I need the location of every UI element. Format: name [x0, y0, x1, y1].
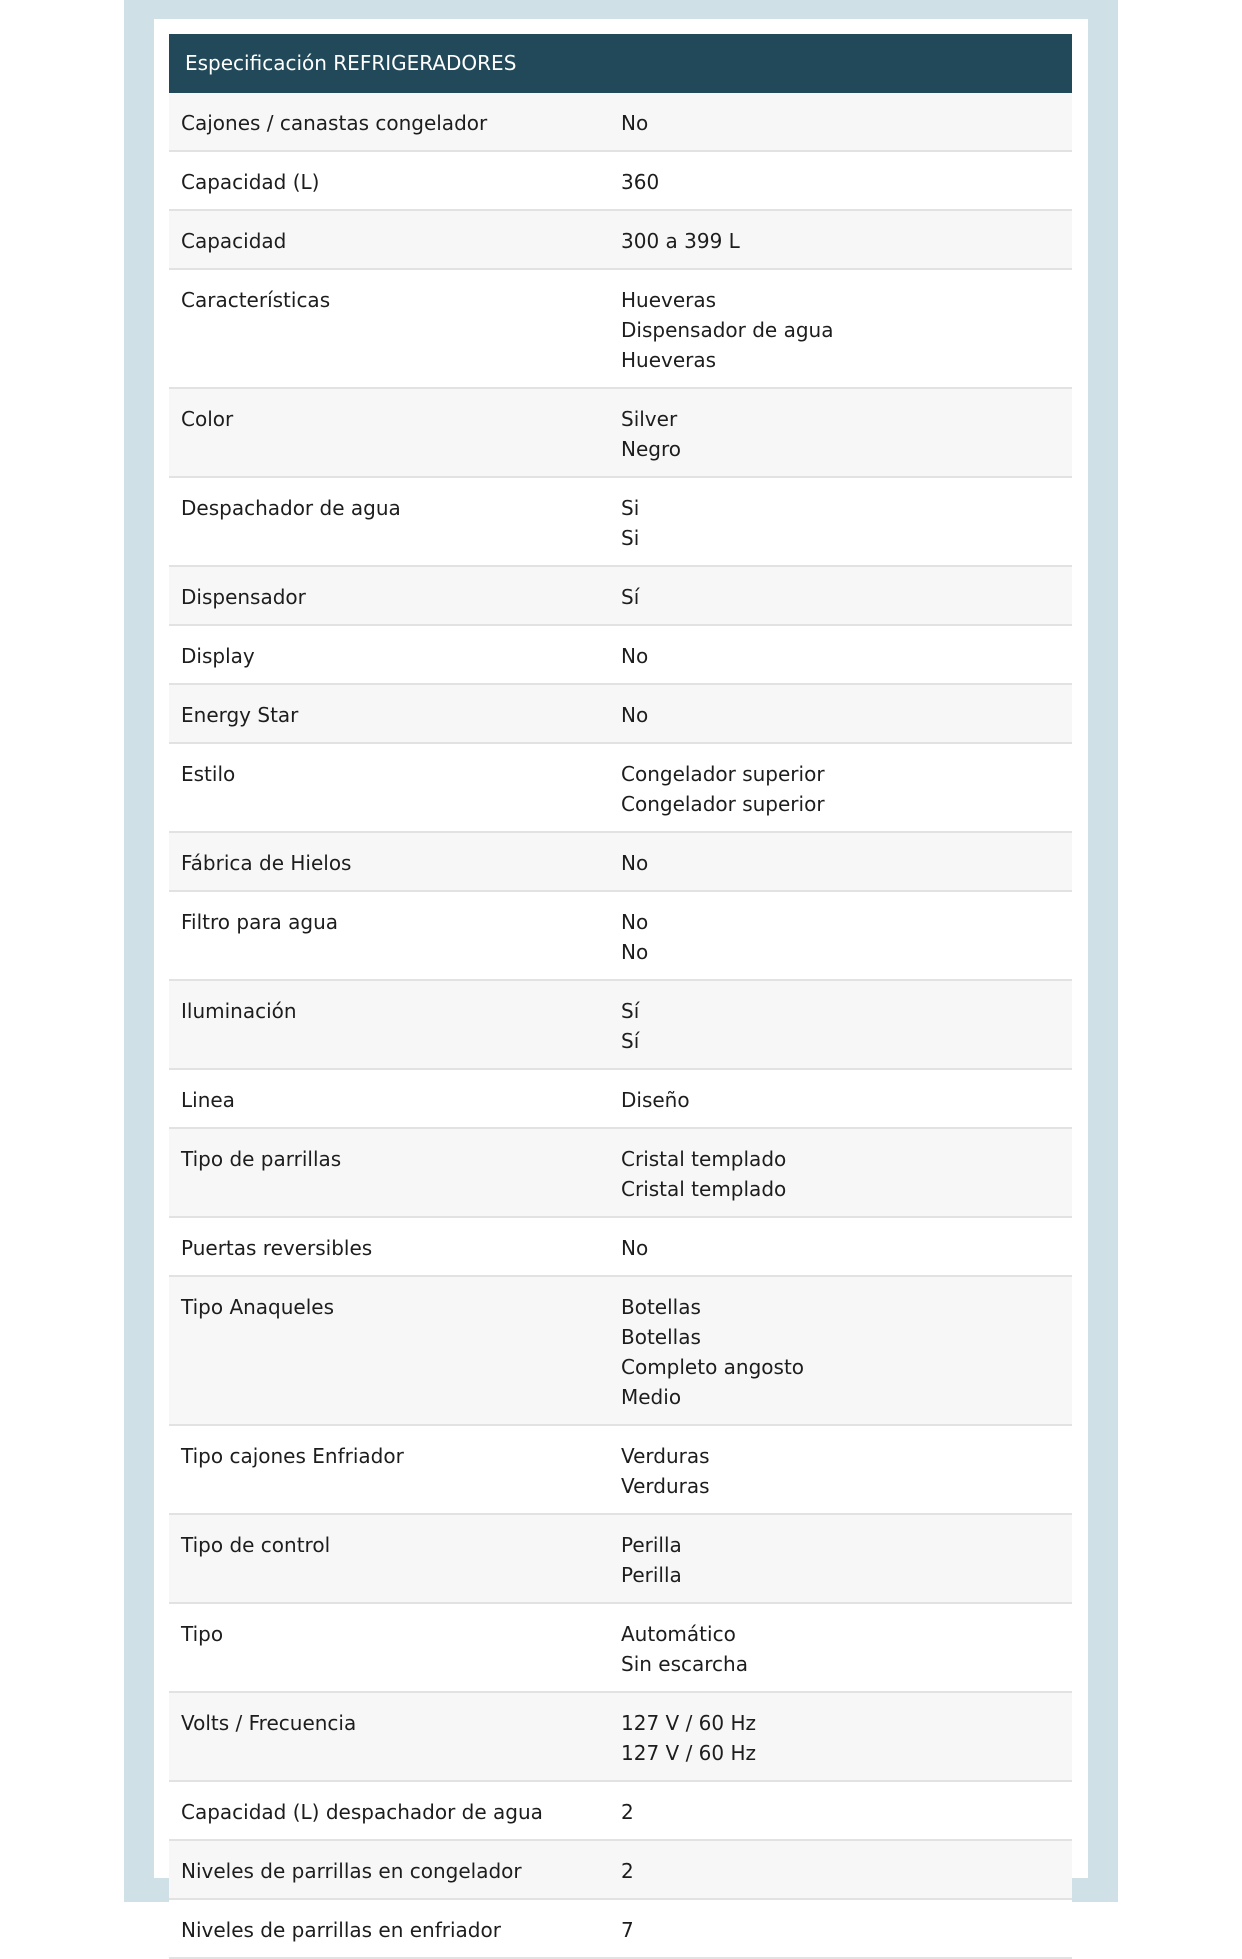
spec-row	[169, 833, 1072, 892]
spec-value: No	[621, 1236, 649, 1260]
spec-label: Capacidad	[181, 229, 287, 253]
spec-row	[169, 567, 1072, 626]
spec-label: Tipo de control	[181, 1533, 331, 1557]
spec-row	[169, 211, 1072, 270]
spec-row	[169, 1515, 1072, 1604]
spec-value: Negro	[621, 437, 681, 461]
page-frame	[124, 0, 1118, 1942]
spec-row	[169, 1426, 1072, 1515]
spec-values	[621, 493, 1072, 553]
spec-panel	[154, 19, 1088, 1942]
spec-value: 7	[621, 1918, 634, 1942]
spec-value: Perilla	[621, 1563, 682, 1587]
spec-values	[621, 848, 1072, 878]
spec-value: Sí	[621, 1029, 640, 1053]
spec-table	[169, 34, 1072, 1959]
spec-label: Puertas reversibles	[181, 1236, 373, 1260]
spec-values	[621, 108, 1072, 138]
spec-label: Filtro para agua	[181, 910, 339, 934]
spec-values	[621, 1856, 1072, 1886]
spec-value: 127 V / 60 Hz	[621, 1711, 757, 1735]
spec-values	[621, 1144, 1072, 1204]
spec-table-title: Especificación REFRIGERADORES	[169, 34, 1072, 93]
spec-value: No	[621, 703, 649, 727]
spec-value: 2	[621, 1800, 634, 1824]
spec-row	[169, 1277, 1072, 1426]
spec-row	[169, 270, 1072, 389]
spec-label: Energy Star	[181, 703, 299, 727]
spec-table-body	[169, 93, 1072, 1959]
spec-value: Sin escarcha	[621, 1652, 748, 1676]
spec-label: Estilo	[181, 762, 236, 786]
spec-row	[169, 892, 1072, 981]
spec-values	[621, 1708, 1072, 1768]
spec-value: Congelador superior	[621, 792, 825, 816]
spec-row	[169, 1782, 1072, 1841]
spec-label: Tipo	[181, 1622, 224, 1646]
spec-value: Medio	[621, 1385, 682, 1409]
spec-label: Tipo Anaqueles	[181, 1295, 335, 1319]
spec-row	[169, 1900, 1072, 1959]
spec-value: Automático	[621, 1622, 736, 1646]
spec-row	[169, 478, 1072, 567]
spec-values	[621, 1085, 1072, 1115]
spec-label: Niveles de parrillas en enfriador	[181, 1918, 501, 1942]
spec-label: Características	[181, 288, 331, 312]
spec-label: Niveles de parrillas en congelador	[181, 1859, 522, 1883]
spec-label: Fábrica de Hielos	[181, 851, 352, 875]
spec-values	[621, 1915, 1072, 1945]
spec-row	[169, 1218, 1072, 1277]
spec-value: Perilla	[621, 1533, 682, 1557]
spec-value: Verduras	[621, 1444, 710, 1468]
spec-values	[621, 582, 1072, 612]
spec-value: Botellas	[621, 1295, 701, 1319]
spec-value: Botellas	[621, 1325, 701, 1349]
spec-label: Dispensador	[181, 585, 306, 609]
spec-values	[621, 285, 1072, 375]
spec-value: No	[621, 940, 649, 964]
spec-value: Cristal templado	[621, 1177, 787, 1201]
spec-value: 2	[621, 1859, 634, 1883]
spec-values	[621, 996, 1072, 1056]
spec-label: Despachador de agua	[181, 496, 401, 520]
spec-label: Tipo de parrillas	[181, 1147, 342, 1171]
spec-values	[621, 759, 1072, 819]
spec-row	[169, 389, 1072, 478]
spec-value: Si	[621, 526, 640, 550]
spec-values	[621, 1292, 1072, 1412]
spec-values	[621, 1619, 1072, 1679]
spec-row	[169, 93, 1072, 152]
spec-label: Display	[181, 644, 255, 668]
spec-value: Si	[621, 496, 640, 520]
spec-row	[169, 1693, 1072, 1782]
spec-value: Cristal templado	[621, 1147, 787, 1171]
spec-values	[621, 226, 1072, 256]
spec-values	[621, 1233, 1072, 1263]
spec-row	[169, 626, 1072, 685]
spec-value: Congelador superior	[621, 762, 825, 786]
spec-values	[621, 700, 1072, 730]
spec-value: Hueveras	[621, 288, 717, 312]
spec-label: Tipo cajones Enfriador	[181, 1444, 404, 1468]
spec-row	[169, 685, 1072, 744]
spec-values	[621, 167, 1072, 197]
spec-row	[169, 1841, 1072, 1900]
spec-value: No	[621, 644, 649, 668]
spec-label: Color	[181, 407, 234, 431]
spec-values	[621, 907, 1072, 967]
spec-label: Iluminación	[181, 999, 297, 1023]
spec-label: Capacidad (L)	[181, 170, 320, 194]
spec-row	[169, 744, 1072, 833]
spec-row	[169, 1070, 1072, 1129]
spec-value: Dispensador de agua	[621, 318, 834, 342]
spec-value: No	[621, 910, 649, 934]
spec-value: Diseño	[621, 1088, 690, 1112]
spec-values	[621, 1530, 1072, 1590]
spec-value: Hueveras	[621, 348, 717, 372]
spec-value: Completo angosto	[621, 1355, 805, 1379]
spec-value: Sí	[621, 999, 640, 1023]
spec-value: 300 a 399 L	[621, 229, 740, 253]
spec-values	[621, 404, 1072, 464]
spec-label: Linea	[181, 1088, 235, 1112]
spec-value: No	[621, 111, 649, 135]
spec-value: Sí	[621, 585, 640, 609]
spec-values	[621, 1441, 1072, 1501]
spec-values	[621, 1797, 1072, 1827]
spec-value: No	[621, 851, 649, 875]
spec-label: Cajones / canastas congelador	[181, 111, 488, 135]
spec-value: Verduras	[621, 1474, 710, 1498]
spec-row	[169, 152, 1072, 211]
spec-row	[169, 1129, 1072, 1218]
spec-label: Capacidad (L) despachador de agua	[181, 1800, 543, 1824]
spec-row	[169, 1604, 1072, 1693]
spec-values	[621, 641, 1072, 671]
spec-label: Volts / Frecuencia	[181, 1711, 357, 1735]
spec-row	[169, 981, 1072, 1070]
spec-value: Silver	[621, 407, 678, 431]
spec-value: 360	[621, 170, 660, 194]
spec-value: 127 V / 60 Hz	[621, 1741, 757, 1765]
